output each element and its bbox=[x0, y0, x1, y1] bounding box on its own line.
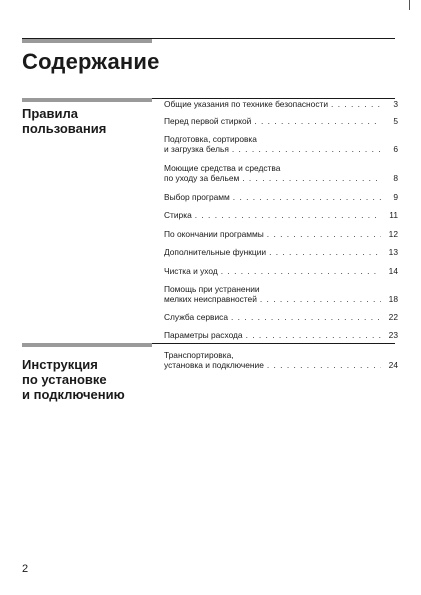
section-bar-usage bbox=[22, 98, 152, 102]
toc-dot-leader bbox=[260, 294, 381, 304]
toc-dot-leader bbox=[231, 312, 381, 322]
toc-entry-page: 22 bbox=[388, 312, 398, 322]
toc-entry-page: 13 bbox=[388, 247, 398, 257]
toc-entry bbox=[164, 330, 398, 340]
toc-dot-leader bbox=[254, 116, 381, 126]
toc-entry bbox=[164, 116, 398, 126]
toc-entry bbox=[164, 99, 398, 109]
toc-entry-title: установка и подключение bbox=[164, 360, 264, 370]
toc-dot-leader bbox=[195, 210, 381, 220]
toc-entry bbox=[164, 192, 398, 202]
toc-entry-title: Выбор программ bbox=[164, 192, 230, 202]
toc-entry bbox=[164, 134, 398, 154]
crop-mark bbox=[409, 0, 410, 10]
toc-entry-title: Общие указания по технике безопасности bbox=[164, 99, 329, 109]
toc-entry bbox=[164, 284, 398, 304]
toc-entry-title: Перед первой стиркой bbox=[164, 116, 252, 126]
section-bar-installation bbox=[22, 343, 152, 347]
toc-entry-title: по уходу за бельем bbox=[164, 173, 240, 183]
page-title: Содержание bbox=[22, 49, 160, 74]
toc-entry-page: 5 bbox=[393, 116, 398, 126]
toc-entry-title: Помощь при устранении bbox=[164, 284, 260, 294]
toc-entry bbox=[164, 163, 398, 183]
toc-dot-leader bbox=[267, 360, 381, 370]
section-title-installation: Инструкция по установке и подключению bbox=[22, 357, 125, 402]
toc-entry bbox=[164, 210, 398, 220]
toc-entry bbox=[164, 266, 398, 276]
toc-entry-page: 23 bbox=[388, 330, 398, 340]
toc-entry-page: 18 bbox=[388, 294, 398, 304]
toc-entry-title: Подготовка, сортировка bbox=[164, 134, 257, 144]
toc-dot-leader bbox=[232, 144, 381, 154]
toc-entry-page: 14 bbox=[388, 266, 398, 276]
toc-entry-title: По окончании программы bbox=[164, 229, 264, 239]
toc-entry bbox=[164, 247, 398, 257]
toc-dot-leader bbox=[221, 266, 381, 276]
toc-entry bbox=[164, 350, 398, 370]
toc-entry-title: Стирка bbox=[164, 210, 192, 220]
toc-entry bbox=[164, 229, 398, 239]
page-number: 2 bbox=[22, 563, 29, 575]
toc-dot-leader bbox=[331, 99, 381, 109]
toc-entry-title: Параметры расхода bbox=[164, 330, 243, 340]
toc-entry-page: 11 bbox=[389, 210, 398, 220]
section-title-usage: Правила пользования bbox=[22, 106, 107, 136]
toc-entry-page: 6 bbox=[393, 144, 398, 154]
toc-entry-title: мелких неисправностей bbox=[164, 294, 257, 304]
toc-entry-title: и загрузка белья bbox=[164, 144, 229, 154]
toc-dot-leader bbox=[267, 229, 381, 239]
toc-entry-page: 8 bbox=[393, 173, 398, 183]
toc-entry-title: Транспортировка, bbox=[164, 350, 234, 360]
toc-entry-title: Служба сервиса bbox=[164, 312, 228, 322]
toc-entry bbox=[164, 312, 398, 322]
toc-entry-page: 3 bbox=[393, 99, 398, 109]
toc-dot-leader bbox=[233, 192, 381, 202]
toc-dot-leader bbox=[269, 247, 381, 257]
toc-entry-page: 9 bbox=[393, 192, 398, 202]
toc-entry-title: Моющие средства и средства bbox=[164, 163, 281, 173]
toc-entry-title: Дополнительные функции bbox=[164, 247, 267, 257]
section-rule-installation bbox=[152, 343, 395, 344]
toc-entry-title: Чистка и уход bbox=[164, 266, 218, 276]
header-bar bbox=[22, 39, 152, 43]
toc-dot-leader bbox=[242, 173, 381, 183]
toc-dot-leader bbox=[246, 330, 381, 340]
toc-entry-page: 24 bbox=[388, 360, 398, 370]
toc-entry-page: 12 bbox=[388, 229, 398, 239]
